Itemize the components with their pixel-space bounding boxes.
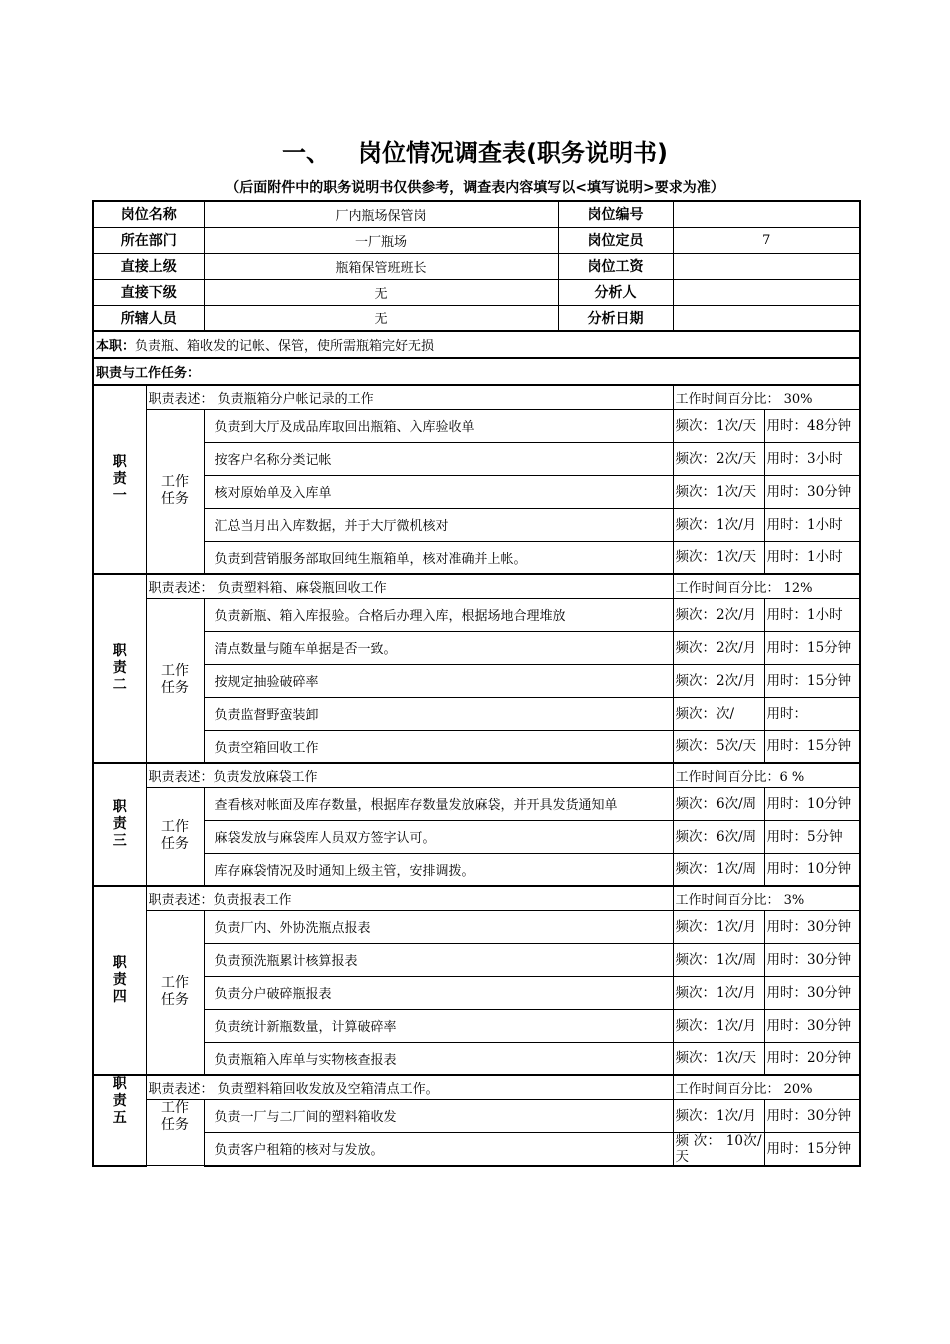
task-frequency: 频次：6次/周 [673, 820, 764, 853]
task-duration: 用时：30分钟 [764, 1009, 860, 1042]
duty-time-percent: 工作时间百分比： 3% [673, 886, 860, 910]
info-label: 所在部门 [93, 227, 204, 253]
duty-desc-row [93, 574, 860, 598]
work-task-label [146, 787, 204, 886]
task-text: 核对原始单及入库单 [204, 475, 673, 508]
info-value: 无 [204, 279, 558, 305]
duties-header-label: 职责与工作任务： [96, 366, 201, 381]
task-frequency: 频次：1次/周 [673, 853, 764, 886]
duty-label [93, 574, 146, 763]
info-label: 岗位编号 [558, 201, 673, 227]
page-title [0, 133, 950, 168]
info-label: 直接上级 [93, 253, 204, 279]
info-label: 岗位工资 [558, 253, 673, 279]
task-row [93, 598, 860, 631]
task-row [93, 1099, 860, 1132]
task-duration: 用时：1小时 [764, 598, 860, 631]
task-duration: 用时：1小时 [764, 508, 860, 541]
work-task-label-text: 工作任务 [161, 819, 189, 853]
task-frequency: 频次：1次/月 [673, 1009, 764, 1042]
task-row [93, 409, 860, 442]
work-task-label [146, 910, 204, 1075]
task-row [93, 1009, 860, 1042]
task-text: 负责预洗瓶累计核算报表 [204, 943, 673, 976]
info-value: 厂内瓶场保管岗 [204, 201, 558, 227]
duty-label-text: 职责一 [112, 454, 127, 504]
info-value: 瓶箱保管班班长 [204, 253, 558, 279]
work-task-label [146, 598, 204, 763]
task-row [93, 943, 860, 976]
task-duration: 用时：30分钟 [764, 475, 860, 508]
task-frequency: 频次：1次/周 [673, 943, 764, 976]
task-duration: 用时：15分钟 [764, 730, 860, 763]
duty-label [93, 385, 146, 574]
duty-label-text: 职责二 [112, 643, 127, 693]
duty-time-percent: 工作时间百分比： 20% [673, 1075, 860, 1099]
duty-description: 职责表述： 负责塑料箱、麻袋瓶回收工作 [146, 574, 673, 598]
work-task-label-text: 工作任务 [161, 975, 189, 1009]
work-task-label [146, 1099, 204, 1166]
work-task-label-text: 工作任务 [161, 1099, 189, 1133]
task-text: 清点数量与随车单据是否一致。 [204, 631, 673, 664]
info-label: 岗位名称 [93, 201, 204, 227]
task-duration: 用时：48分钟 [764, 409, 860, 442]
info-value [673, 305, 860, 331]
task-row [93, 787, 860, 820]
duty-description: 职责表述： 负责瓶箱分户帐记录的工作 [146, 385, 673, 409]
task-frequency: 频次：2次/月 [673, 664, 764, 697]
info-row [93, 201, 860, 227]
duty-description: 职责表述： 负责塑料箱回收发放及空箱清点工作。 [146, 1075, 673, 1099]
task-duration: 用时：15分钟 [764, 631, 860, 664]
duty-label-text: 职责三 [112, 799, 127, 849]
task-duration: 用时：30分钟 [764, 1099, 860, 1132]
task-frequency: 频次：1次/月 [673, 1099, 764, 1132]
info-row [93, 279, 860, 305]
duty-description: 职责表述：负责报表工作 [146, 886, 673, 910]
info-row [93, 305, 860, 331]
task-row [93, 541, 860, 574]
task-duration: 用时：10分钟 [764, 787, 860, 820]
task-row [93, 508, 860, 541]
task-text: 汇总当月出入库数据，并于大厅微机核对 [204, 508, 673, 541]
task-row [93, 820, 860, 853]
task-frequency: 频次：2次/月 [673, 598, 764, 631]
info-row [93, 227, 860, 253]
task-text: 查看核对帐面及库存数量，根据库存数量发放麻袋，并开具发货通知单 [204, 787, 673, 820]
task-frequency: 频次：5次/天 [673, 730, 764, 763]
task-frequency: 频次：1次/天 [673, 409, 764, 442]
duty-desc-row [93, 763, 860, 787]
task-duration: 用时：30分钟 [764, 976, 860, 1009]
task-duration: 用时： [764, 697, 860, 730]
task-duration: 用时：20分钟 [764, 1042, 860, 1075]
info-label: 分析人 [558, 279, 673, 305]
duty-label [93, 763, 146, 886]
info-value: 一厂瓶场 [204, 227, 558, 253]
task-row [93, 664, 860, 697]
task-text: 负责新瓶、箱入库报验。合格后办理入库，根据场地合理堆放 [204, 598, 673, 631]
task-text: 负责到营销服务部取回纯生瓶箱单，核对准确并上帐。 [204, 541, 673, 574]
info-value [673, 201, 860, 227]
task-duration: 用时：3小时 [764, 442, 860, 475]
task-frequency: 频次：1次/天 [673, 541, 764, 574]
task-frequency: 频次：2次/天 [673, 442, 764, 475]
work-task-label-text: 工作任务 [161, 663, 189, 697]
benzhi-row [93, 331, 860, 358]
job-survey-table [92, 200, 861, 1167]
task-row [93, 697, 860, 730]
task-text: 负责空箱回收工作 [204, 730, 673, 763]
task-text: 负责监督野蛮装卸 [204, 697, 673, 730]
info-value: 7 [673, 227, 860, 253]
task-duration: 用时：30分钟 [764, 910, 860, 943]
task-text: 按规定抽验破碎率 [204, 664, 673, 697]
duty-desc-row [93, 886, 860, 910]
task-row [93, 976, 860, 1009]
task-text: 库存麻袋情况及时通知上级主管，安排调拨。 [204, 853, 673, 886]
task-duration: 用时：10分钟 [764, 853, 860, 886]
task-text: 负责统计新瓶数量，计算破碎率 [204, 1009, 673, 1042]
benzhi-text: 负责瓶、箱收发的记帐、保管，使所需瓶箱完好无损 [135, 339, 435, 354]
benzhi-label: 本职： [96, 339, 136, 354]
page-subtitle: （后面附件中的职务说明书仅供参考，调查表内容填写以<填写说明>要求为准） [225, 180, 725, 196]
info-value [673, 279, 860, 305]
task-text: 麻袋发放与麻袋库人员双方签字认可。 [204, 820, 673, 853]
duty-desc-row [93, 385, 860, 409]
task-duration: 用时：5分钟 [764, 820, 860, 853]
task-frequency: 频次：1次/天 [673, 475, 764, 508]
task-row [93, 475, 860, 508]
task-row [93, 853, 860, 886]
duty-time-percent: 工作时间百分比： 30% [673, 385, 860, 409]
work-task-label-text: 工作任务 [161, 474, 189, 508]
task-row [93, 631, 860, 664]
task-text: 负责客户租箱的核对与发放。 [204, 1132, 673, 1166]
info-label: 岗位定员 [558, 227, 673, 253]
info-label: 所辖人员 [93, 305, 204, 331]
duty-label [93, 886, 146, 1075]
task-frequency: 频次：2次/月 [673, 631, 764, 664]
task-frequency: 频次：1次/月 [673, 976, 764, 1009]
task-text: 负责瓶箱入库单与实物核查报表 [204, 1042, 673, 1075]
task-row [93, 1132, 860, 1166]
task-row [93, 442, 860, 475]
task-row [93, 910, 860, 943]
duty-desc-row [93, 1075, 860, 1099]
task-frequency: 频次：次/ [673, 697, 764, 730]
duties-header [93, 358, 860, 385]
title-text: 岗位情况调查表(职务说明书) [358, 139, 668, 167]
task-row [93, 730, 860, 763]
info-row [93, 253, 860, 279]
info-label: 分析日期 [558, 305, 673, 331]
task-frequency: 频次：1次/月 [673, 508, 764, 541]
work-task-label [146, 409, 204, 574]
task-frequency: 频 次： 10次/天 [673, 1132, 764, 1166]
duty-time-percent: 工作时间百分比： 12% [673, 574, 860, 598]
duty-label [93, 1075, 146, 1166]
task-text: 负责到大厅及成品库取回出瓶箱、入库验收单 [204, 409, 673, 442]
duty-time-percent: 工作时间百分比：6 % [673, 763, 860, 787]
task-duration: 用时：15分钟 [764, 1132, 860, 1166]
task-duration: 用时：1小时 [764, 541, 860, 574]
info-value [673, 253, 860, 279]
title-number: 一、 [282, 139, 331, 167]
task-duration: 用时：15分钟 [764, 664, 860, 697]
info-value: 无 [204, 305, 558, 331]
info-label: 直接下级 [93, 279, 204, 305]
duty-label-text: 职责四 [112, 955, 127, 1005]
task-text: 负责厂内、外协洗瓶点报表 [204, 910, 673, 943]
task-text: 负责一厂与二厂间的塑料箱收发 [204, 1099, 673, 1132]
task-duration: 用时：30分钟 [764, 943, 860, 976]
task-frequency: 频次：6次/周 [673, 787, 764, 820]
task-row [93, 1042, 860, 1075]
task-frequency: 频次：1次/月 [673, 910, 764, 943]
duty-description: 职责表述：负责发放麻袋工作 [146, 763, 673, 787]
duty-label-text: 职责五 [112, 1076, 127, 1126]
task-text: 按客户名称分类记帐 [204, 442, 673, 475]
task-frequency: 频次：1次/天 [673, 1042, 764, 1075]
task-text: 负责分户破碎瓶报表 [204, 976, 673, 1009]
